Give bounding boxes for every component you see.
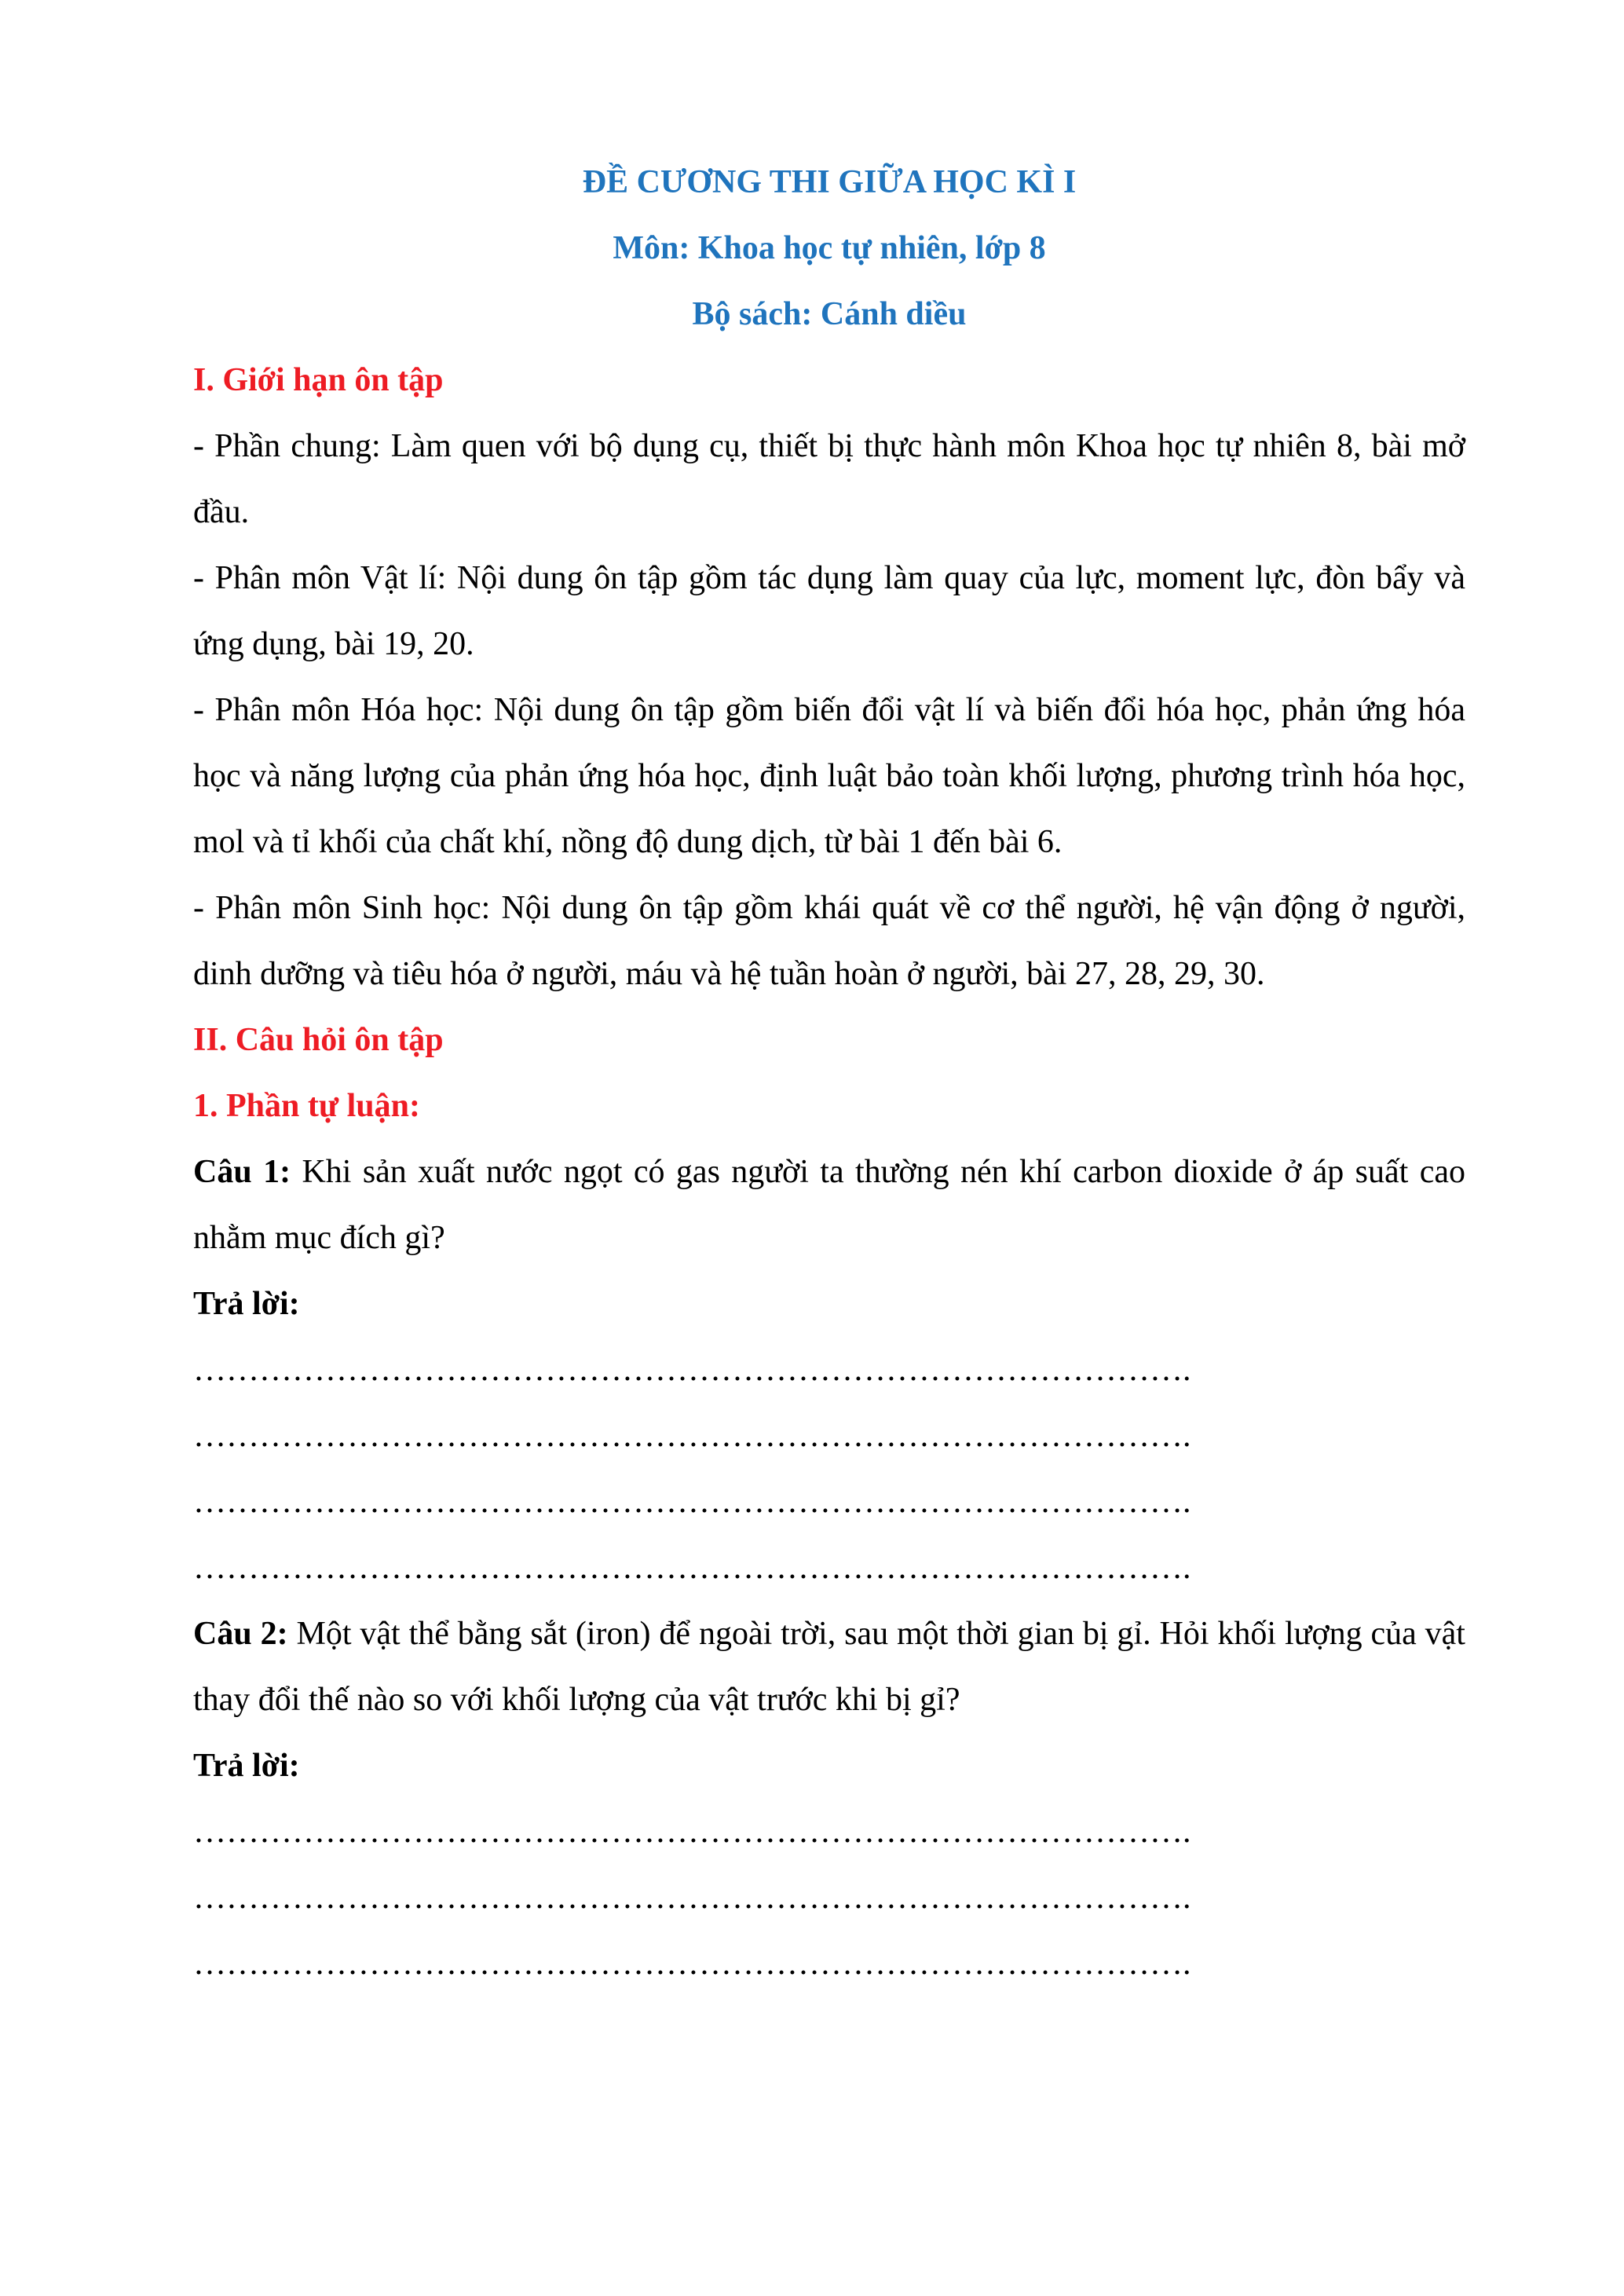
- question-2-answer-label: Trả lời:: [193, 1748, 300, 1784]
- answer-line: ……………………………………………………………………………….: [193, 1484, 1191, 1520]
- question-1: [193, 1139, 1465, 1271]
- document-title: ĐỀ CƯƠNG THI GIỮA HỌC KÌ I: [582, 164, 1077, 200]
- question-1-text: Khi sản xuất nước ngọt có gas người ta thường nén khí carbon dioxide ở áp suất cao nhằm mục đích gì?: [193, 1154, 1465, 1256]
- answer-line: ……………………………………………………………………………….: [193, 1352, 1191, 1388]
- answer-line: ……………………………………………………………………………….: [193, 1418, 1191, 1454]
- scope-item-physics: - Phân môn Vật lí: Nội dung ôn tập gồm tác dụng làm quay của lực, moment lực, đòn bẩy và ứng dụng, bài 19, 20.: [193, 560, 1465, 662]
- answer-line: ……………………………………………………………………………….: [193, 1946, 1191, 1982]
- document-content: [193, 149, 1465, 1997]
- question-2-label: Câu 2:: [193, 1616, 288, 1652]
- essay-subheading: 1. Phần tự luận:: [193, 1088, 420, 1124]
- question-2-text: Một vật thể bằng sắt (iron) để ngoài trời, sau một thời gian bị gỉ. Hỏi khối lượng của vật thay đổi thế nào so với khối lượng của vật trước khi bị gỉ?: [193, 1616, 1465, 1718]
- question-1-label: Câu 1:: [193, 1154, 291, 1190]
- book-line: Bộ sách: Cánh diều: [692, 296, 967, 332]
- answer-line: ……………………………………………………………………………….: [193, 1814, 1191, 1850]
- answer-line: ……………………………………………………………………………….: [193, 1880, 1191, 1916]
- scope-item-general: - Phần chung: Làm quen với bộ dụng cụ, thiết bị thực hành môn Khoa học tự nhiên 8, bài mở đầu.: [193, 428, 1465, 530]
- scope-item-chemistry: - Phân môn Hóa học: Nội dung ôn tập gồm biến đổi vật lí và biến đổi hóa học, phản ứng hóa học và năng lượng của phản ứng hóa học, định luật bảo toàn khối lượng, phương trình hóa học, mol và tỉ khối của chất khí, nồng độ dung dịch, từ bài 1 đến bài 6.: [193, 692, 1465, 860]
- section-2-heading: II. Câu hỏi ôn tập: [193, 1022, 444, 1058]
- section-1-heading: I. Giới hạn ôn tập: [193, 362, 444, 398]
- subject-line: Môn: Khoa học tự nhiên, lớp 8: [613, 230, 1046, 266]
- scope-item-biology: - Phân môn Sinh học: Nội dung ôn tập gồm khái quát về cơ thể người, hệ vận động ở người, dinh dưỡng và tiêu hóa ở người, máu và hệ tuần hoàn ở người, bài 27, 28, 29, 30.: [193, 890, 1465, 992]
- answer-line: ……………………………………………………………………………….: [193, 1550, 1191, 1586]
- question-1-answer-label: Trả lời:: [193, 1286, 300, 1322]
- question-2: [193, 1601, 1465, 1733]
